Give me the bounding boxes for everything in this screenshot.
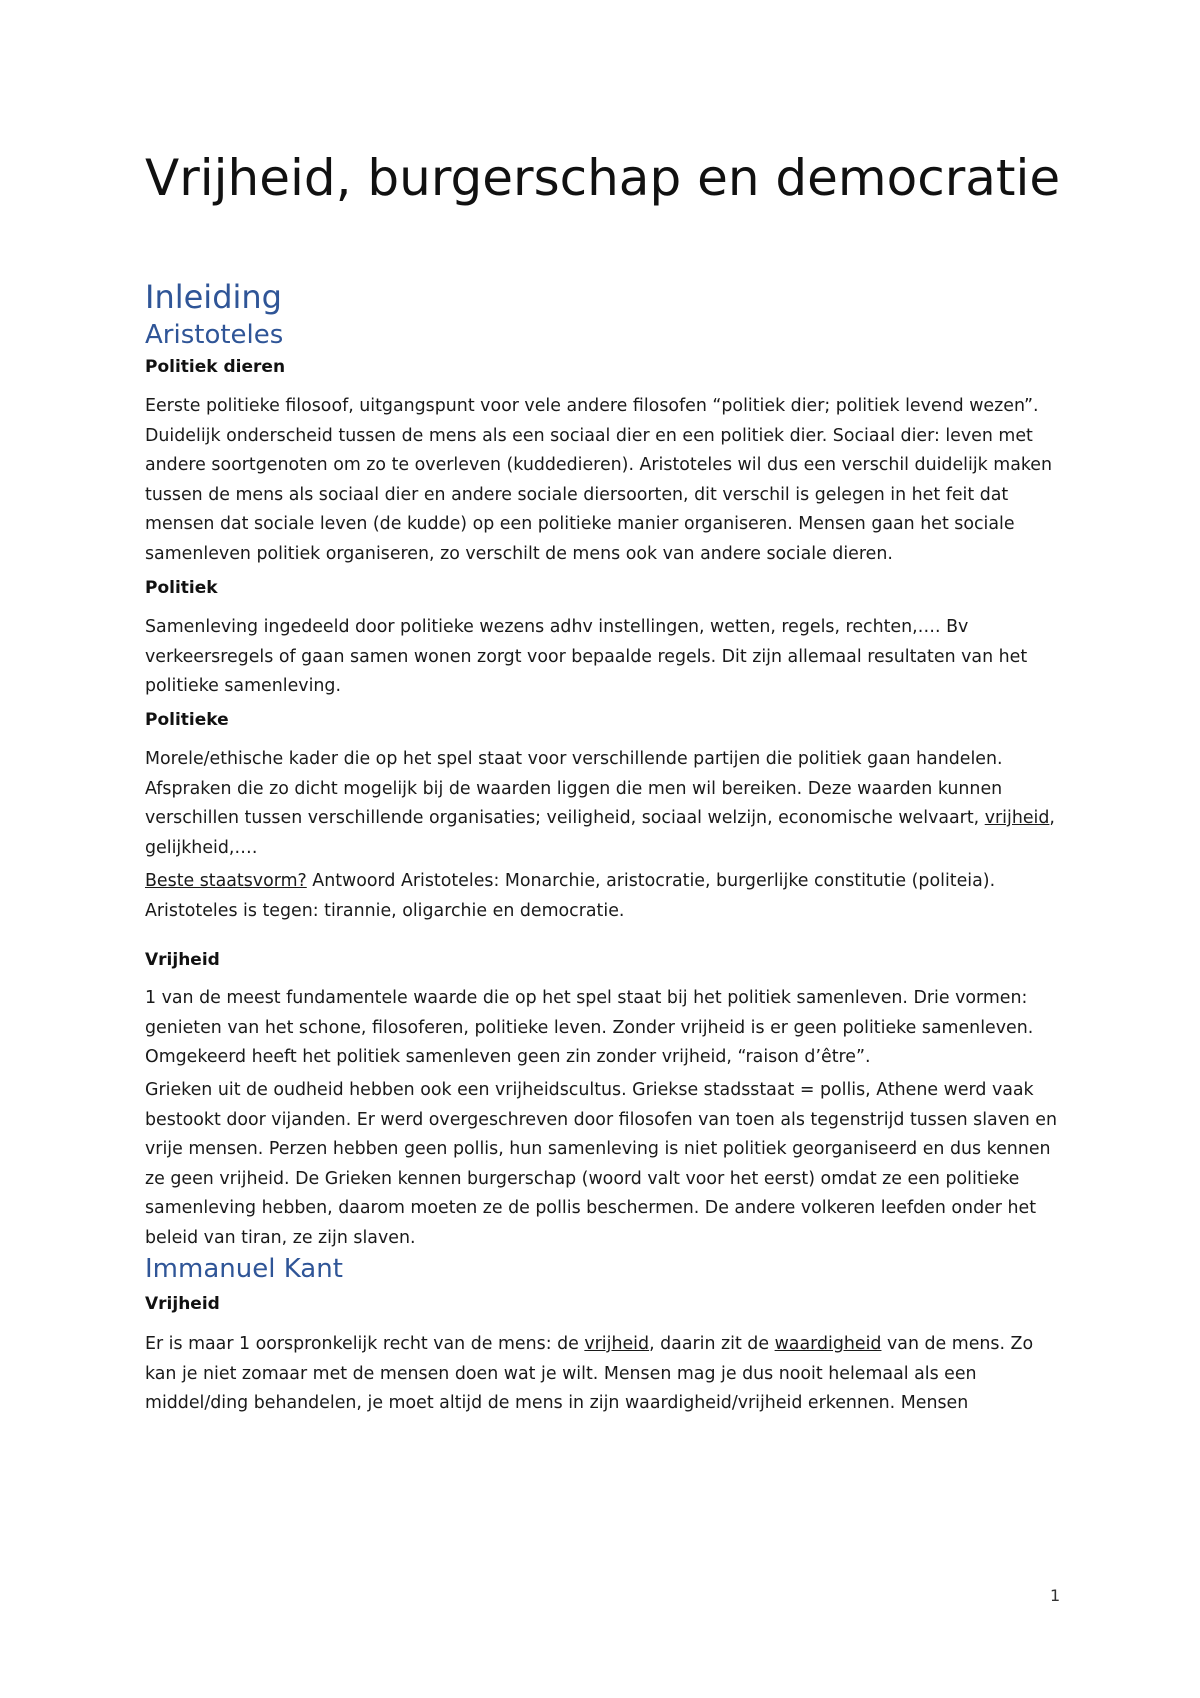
subheading-vrijheid-kant: Vrijheid [145,1294,220,1314]
subheading-politieke: Politieke [145,710,229,730]
paragraph-beste-staatsvorm: Beste staatsvorm? Antwoord Aristoteles: Monarchie, aristocratie, burgerlijke constitutie (politeia). Aristoteles is tegen: tirannie, oligarchie en democratie. [145,871,996,921]
paragraph-politiek: Samenleving ingedeeld door politieke wezens adhv instellingen, wetten, regels, rechten,…. Bv verkeersregels of gaan samen wonen zorgt voor bepaalde regels. Dit zijn allemaal resultaten van het politieke samenleving. [145,617,1028,696]
underlined-vrijheid: vrijheid [984,808,1050,828]
page-number: 1 [1050,1586,1061,1605]
paragraph-politiek-dieren: Eerste politieke filosoof, uitgangspunt voor vele andere filosofen “politiek dier; politiek levend wezen”. Duidelijk onderscheid tussen de mens als een sociaal dier en een politiek dier. Sociaal dier: leven met andere soortgenoten om zo te overleven (kuddedieren). Aristoteles wil dus een verschil duidelijk maken tussen de mens als sociaal dier en andere sociale diersoorten, dit verschil is gelegen in het feit dat mensen dat sociale leven (de kudde) op een politieke manier organiseren. Mensen gaan het sociale samenleven politiek organiseren, zo verschilt de mens ook van andere sociale dieren. [145,396,1053,564]
subheading-politiek-dieren: Politiek dieren [145,357,286,377]
underlined-beste-staatsvorm: Beste staatsvorm? [145,871,307,891]
document-title: Vrijheid, burgerschap en democratie [145,149,1061,207]
underlined-vrijheid-kant: vrijheid [584,1334,650,1354]
subheading-politiek: Politiek [145,578,218,598]
subheading-vrijheid-aristoteles: Vrijheid [145,950,220,970]
underlined-waardigheid: waardigheid [774,1334,882,1354]
heading-aristoteles: Aristoteles [145,320,284,350]
paragraph-kant-vrijheid: Er is maar 1 oorspronkelijk recht van de mens: de vrijheid, daarin zit de waardigheid van de mens. Zo kan je niet zomaar met de mensen doen wat je wilt. Mensen mag je dus nooit helemaal als een middel/ding behandelen, je moet altijd de mens in zijn waardigheid/vrijheid erkennen. Mensen [145,1334,1034,1413]
paragraph-politieke: Morele/ethische kader die op het spel staat voor verschillende partijen die politiek gaan handelen. Afspraken die zo dicht mogelijk bij de waarden liggen die men wil bereiken. Deze waarden kunnen verschillen tussen verschillende organisaties; veiligheid, sociaal welzijn, economische welvaart, vrijheid, gelijkheid,…. [145,749,1055,858]
paragraph-vrijheid: 1 van de meest fundamentele waarde die op het spel staat bij het politiek samenleven. Drie vormen: genieten van het schone, filosoferen, politieke leven. Zonder vrijheid is er geen politieke samenleven. Omgekeerd heeft het politiek samenleven geen zin zonder vrijheid, “raison d’être”. [145,988,1034,1067]
heading-inleiding: Inleiding [145,278,282,316]
heading-immanuel-kant: Immanuel Kant [145,1254,343,1284]
paragraph-grieken: Grieken uit de oudheid hebben ook een vrijheidscultus. Griekse stadsstaat = pollis, Athene werd vaak bestookt door vijanden. Er werd overgeschreven door filosofen van toen als tegenstrijd tussen slaven en vrije mensen. Perzen hebben geen pollis, hun samenleving is niet politiek georganiseerd en dus kennen ze geen vrijheid. De Grieken kennen burgerschap (woord valt voor het eerst) omdat ze een politieke samenleving hebben, daarom moeten ze de pollis beschermen. De andere volkeren leefden onder het beleid van tiran, ze zijn slaven. [145,1080,1057,1248]
